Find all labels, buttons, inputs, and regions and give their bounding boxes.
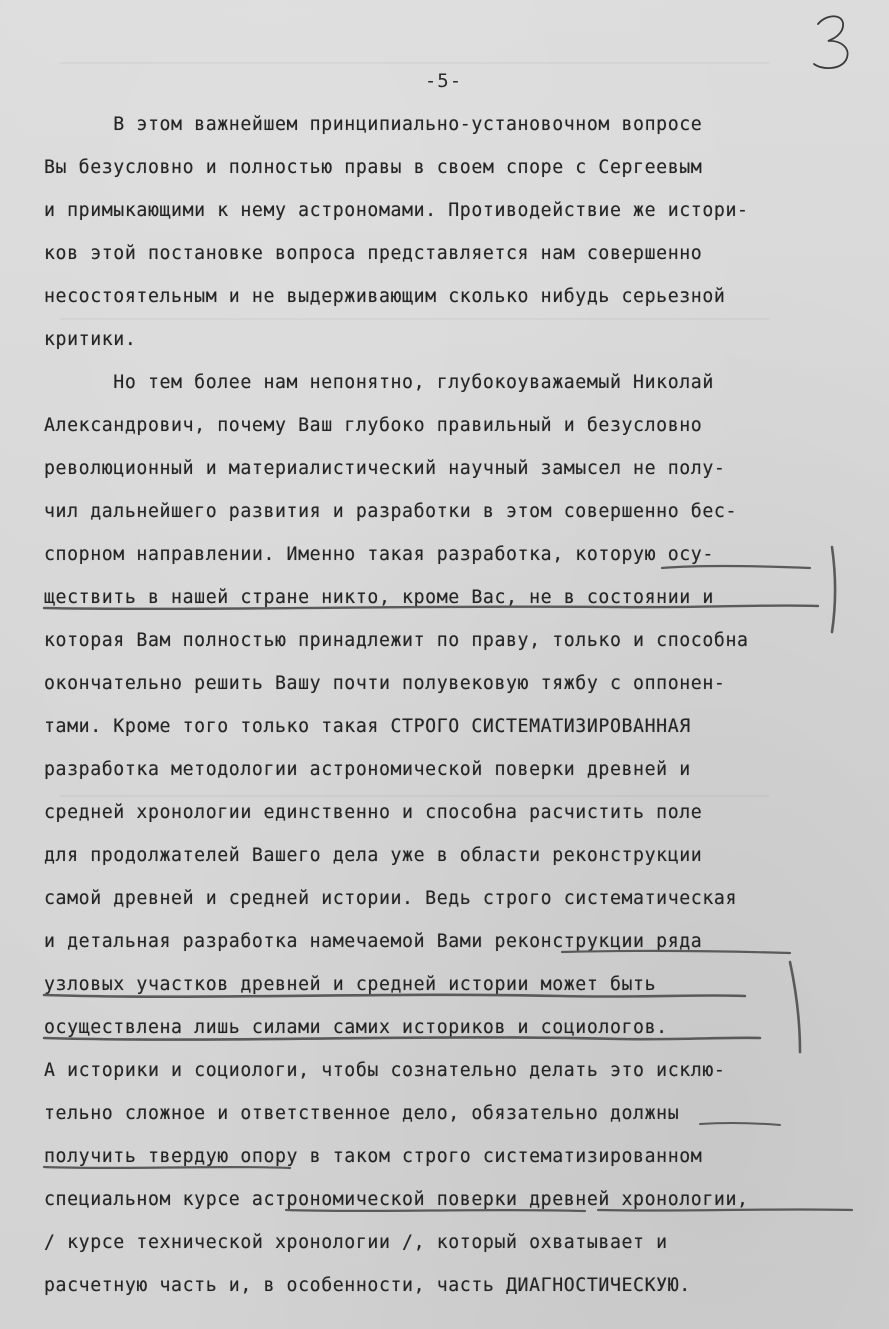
pencil-margin-bar — [832, 547, 835, 632]
text-line-20: и детальная разработка намечаемой Вами реконструкции ряда — [44, 931, 703, 952]
text-line-21: узловых участков древней и средней истории может быть — [44, 974, 657, 995]
text-line-16: разработка методологии астрономической поверки древней и — [44, 759, 691, 780]
pencil-underline — [700, 1123, 780, 1125]
text-line-3: и примыкающими к нему астрономами. Противодействие же истори- — [44, 200, 749, 221]
text-line-7: Но тем более нам непонятно, глубокоуважаемый Николай — [44, 372, 714, 393]
text-line-22: осуществлена лишь силами самих историков и социологов. — [44, 1017, 668, 1038]
text-line-8: Александрович, почему Ваш глубоко правильный и безусловно — [44, 415, 703, 436]
pencil-margin-bar — [790, 962, 800, 1052]
text-line-9: революционный и материалистический научный замысел не полу- — [44, 458, 726, 479]
text-line-26: специальном курсе астрономической поверки древней хронологии, — [44, 1189, 749, 1210]
text-line-15: тами. Кроме того только такая СТРОГО СИСТЕМАТИЗИРОВАННАЯ — [44, 716, 691, 737]
text-line-13: которая Вам полностью принадлежит по праву, только и способна — [44, 630, 749, 651]
text-line-6: критики. — [44, 329, 137, 350]
text-line-12: ществить в нашей стране никто, кроме Вас, не в состоянии и — [44, 587, 714, 608]
text-line-10: чил дальнейшего развития и разработки в этом совершенно бес- — [44, 501, 737, 522]
text-line-2: Вы безусловно и полностью правы в своем споре с Сергеевым — [44, 157, 703, 178]
text-line-17: средней хронологии единственно и способна расчистить поле — [44, 802, 703, 823]
text-line-18: для продолжателей Вашего дела уже в области реконструкции — [44, 845, 703, 866]
handwritten-page-number — [812, 10, 860, 72]
text-line-5: несостоятельным и не выдерживающим сколько нибудь серьезной — [44, 286, 726, 307]
text-line-23: А историки и социологи, чтобы сознательно делать это исклю- — [44, 1060, 726, 1081]
page-number: -5- — [424, 70, 463, 92]
paper-ghost-line — [60, 318, 769, 320]
text-line-4: ков этой постановке вопроса представляется нам совершенно — [44, 243, 703, 264]
text-line-11: спорном направлении. Именно такая разработка, которую осу- — [44, 544, 714, 565]
text-line-19: самой древней и средней истории. Ведь строго систематическая — [44, 888, 737, 909]
text-line-1: В этом важнейшем принципиально-установочном вопросе — [44, 114, 703, 135]
text-line-27: / курсе технической хронологии /, который охватывает и — [44, 1232, 668, 1253]
paper-ghost-line — [60, 62, 769, 64]
text-line-14: окончательно решить Вашу почти полувековую тяжбу с оппонен- — [44, 673, 726, 694]
text-line-28: расчетную часть и, в особенности, часть ДИАГНОСТИЧЕСКУЮ. — [44, 1275, 691, 1296]
text-line-24: тельно сложное и ответственное дело, обязательно должны — [44, 1103, 680, 1124]
text-line-25: получить твердую опору в таком строго систематизированном — [44, 1146, 703, 1167]
